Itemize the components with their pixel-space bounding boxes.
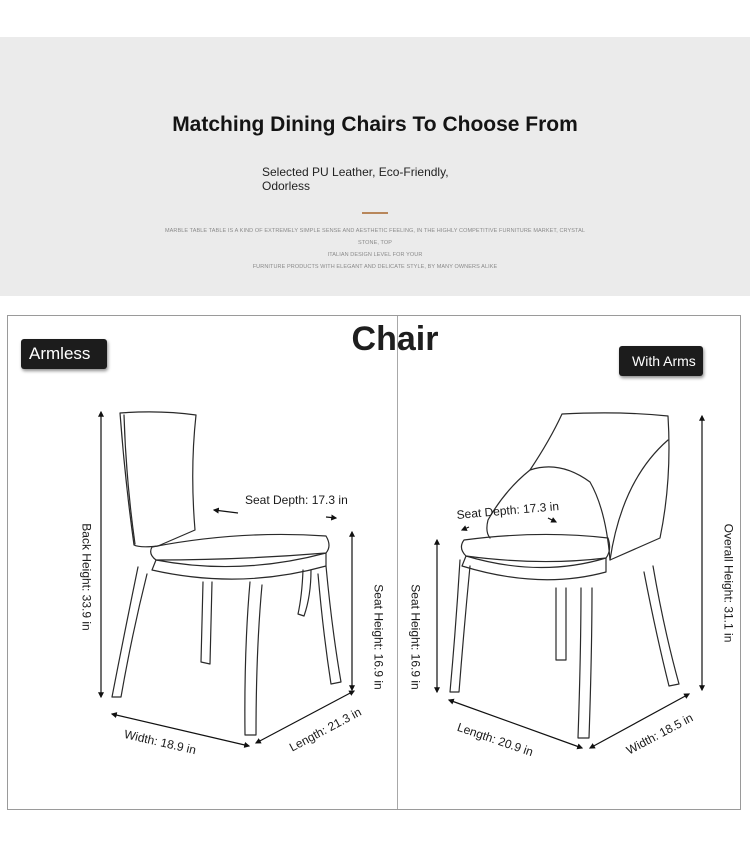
left-seat-depth-label: Seat Depth: 17.3 in xyxy=(245,493,348,507)
with-arms-tag: With Arms xyxy=(619,346,703,376)
fine-print-line: FURNITURE PRODUCTS WITH ELEGANT AND DELICATE STYLE, BY MANY OWNERS ALIKE xyxy=(252,264,498,270)
armchair-illustration xyxy=(450,413,679,738)
fine-print-line: MARBLE TABLE TABLE IS A KIND OF EXTREMELY SIMPLE SENSE AND AESTHETIC FEELING, IN THE HIGHLY COMPETITIVE FURNITURE MARKET, CRYSTAL STONE, TOP xyxy=(164,228,586,246)
hero-title: Matching Dining Chairs To Choose From xyxy=(172,113,578,136)
right-length-label: Length: 20.9 in xyxy=(455,720,536,760)
overall-height-label: Overall Height: 31.1 in xyxy=(721,523,736,643)
right-seat-depth-label: Seat Depth: 17.3 in xyxy=(456,499,560,522)
armless-chair-illustration xyxy=(112,412,341,735)
hero-subtitle: Selected PU Leather, Eco-Friendly, Odorless xyxy=(262,165,449,193)
right-seat-height-label: Seat Height: 16.9 in xyxy=(408,584,423,690)
right-width-label: Width: 18.5 in xyxy=(624,710,696,758)
armchair-dimension-lines xyxy=(437,416,702,748)
back-height-label: Back Height: 33.9 in xyxy=(79,523,94,631)
armless-tag: Armless xyxy=(21,339,107,369)
diagram-title: Chair xyxy=(351,320,439,358)
fine-print-line: ITALIAN DESIGN LEVEL FOR YOUR xyxy=(327,252,423,258)
left-seat-height-label: Seat Height: 16.9 in xyxy=(371,584,386,690)
left-length-label: Length: 21.3 in xyxy=(287,704,364,755)
left-width-label: Width: 18.9 in xyxy=(122,727,198,758)
